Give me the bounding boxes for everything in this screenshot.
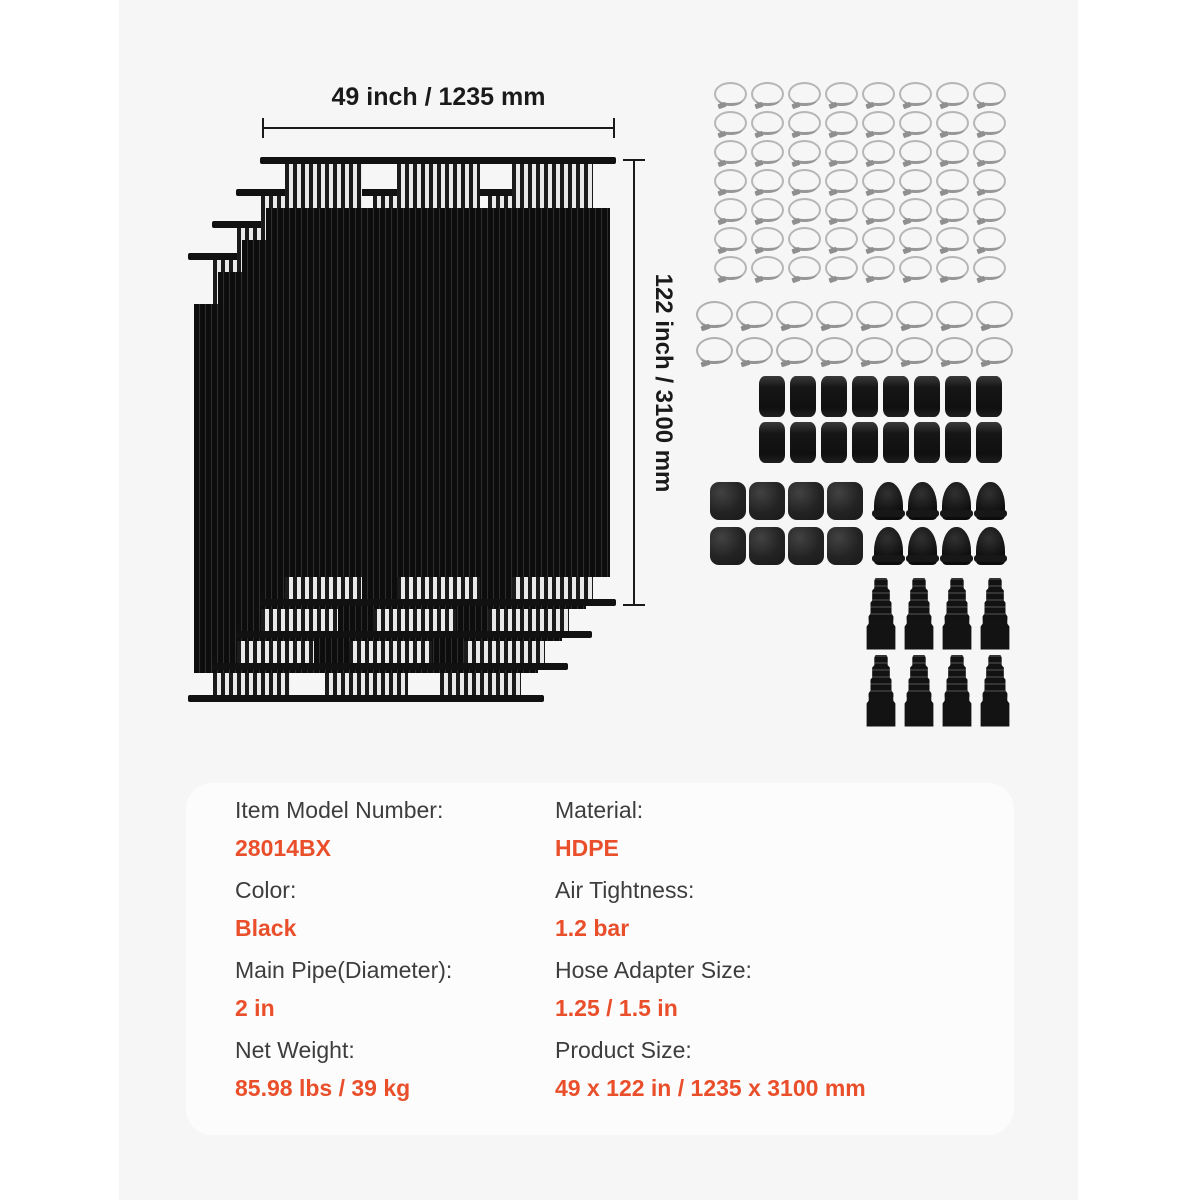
end-cap-square [788, 482, 824, 520]
panel-tube-cluster [464, 641, 545, 663]
height-dimension-label: 122 inch / 3100 mm [650, 273, 677, 492]
hose-clamp-small [862, 227, 895, 251]
hose-clamp-small [973, 169, 1006, 193]
hose-adapter [980, 655, 1010, 727]
panel-tube-cluster [397, 577, 480, 599]
width-dimension-tick-right [613, 118, 615, 138]
spec-item [235, 877, 555, 957]
end-cap-dome [874, 482, 903, 520]
hose-clamp-small [862, 256, 895, 280]
spec-item [555, 1037, 994, 1117]
hose-clamp-small [862, 82, 895, 106]
hose-clamp-small [788, 140, 821, 164]
spec-label: Material: [555, 797, 644, 823]
hose-clamp-small [825, 169, 858, 193]
hose-clamp-small [751, 256, 784, 280]
spec-grid [235, 797, 994, 1117]
spec-value: 28014BX [235, 835, 331, 861]
hose-coupling [852, 376, 878, 417]
hose-clamp-small [751, 82, 784, 106]
end-cap-dome [874, 527, 903, 565]
panel-tube-collar-top [266, 164, 610, 208]
width-dimension [262, 83, 615, 138]
hose-clamp-small [825, 256, 858, 280]
panel-tube-cluster [488, 609, 569, 631]
panel-tube-cluster [512, 577, 593, 599]
hose-clamp-large [736, 301, 773, 328]
hose-clamp-small [862, 111, 895, 135]
panel-tube-cluster [213, 673, 290, 695]
height-dimension-tick-bottom [623, 604, 645, 606]
panel-manifold-top [260, 157, 616, 164]
hose-clamp-small [788, 111, 821, 135]
hose-adapter [942, 578, 972, 650]
hose-coupling [759, 376, 785, 417]
hose-adapter [866, 655, 896, 727]
height-dimension [623, 159, 677, 606]
end-cap-square [827, 482, 863, 520]
spec-value: 49 x 122 in / 1235 x 3100 mm [555, 1075, 866, 1101]
spec-value: 1.2 bar [555, 915, 630, 941]
end-cap-square [710, 482, 746, 520]
hose-clamp-small [862, 140, 895, 164]
end-cap-square [827, 527, 863, 565]
spec-label: Main Pipe(Diameter): [235, 957, 453, 983]
hose-coupling [883, 422, 909, 463]
hose-clamp-small [862, 198, 895, 222]
hose-clamp-small [973, 256, 1006, 280]
hose-clamp-large [776, 301, 813, 328]
spec-label: Product Size: [555, 1037, 692, 1063]
panel-tube-cluster [325, 673, 408, 695]
hose-coupling [821, 376, 847, 417]
hose-coupling [914, 376, 940, 417]
hose-clamp-large [816, 301, 853, 328]
hose-coupling [790, 376, 816, 417]
hose-clamp-small [899, 111, 932, 135]
hose-clamp-small [936, 198, 969, 222]
hose-clamp-small [973, 227, 1006, 251]
hose-clamp-small [936, 169, 969, 193]
hose-coupling [976, 422, 1002, 463]
width-dimension-line [262, 127, 615, 129]
hose-clamps-small [712, 79, 1008, 282]
end-caps-square [708, 478, 864, 568]
hose-clamp-small [899, 256, 932, 280]
hose-clamp-small [899, 227, 932, 251]
panel-tube-cluster [397, 164, 480, 208]
hose-clamp-large [936, 301, 973, 328]
hose-clamp-small [751, 111, 784, 135]
hose-couplings [756, 373, 1004, 465]
spec-value: 2 in [235, 995, 275, 1021]
hose-clamp-small [825, 140, 858, 164]
hose-clamp-large [856, 337, 893, 364]
hose-clamp-small [862, 169, 895, 193]
panel-tube-cluster [285, 577, 362, 599]
spec-item [235, 957, 555, 1037]
end-cap-square [788, 527, 824, 565]
end-cap-square [710, 527, 746, 565]
hose-clamp-large [896, 337, 933, 364]
hose-clamp-small [714, 227, 747, 251]
hose-clamp-small [751, 227, 784, 251]
panel-manifold-bottom [260, 599, 616, 606]
hose-coupling [759, 422, 785, 463]
hose-adapter [942, 655, 972, 727]
hose-clamp-small [788, 227, 821, 251]
hose-clamp-small [899, 140, 932, 164]
spec-label: Item Model Number: [235, 797, 444, 823]
panel-tube-cluster [261, 609, 338, 631]
panel-tube-cluster [237, 641, 314, 663]
hose-adapter [866, 578, 896, 650]
hose-clamp-large [896, 301, 933, 328]
panel-tube-collar-bottom [266, 577, 610, 599]
spec-value: 85.98 lbs / 39 kg [235, 1075, 411, 1101]
panel-manifold-bottom [188, 695, 544, 702]
hose-clamp-small [788, 169, 821, 193]
hose-clamp-small [973, 111, 1006, 135]
hose-clamp-small [936, 256, 969, 280]
hose-coupling [790, 422, 816, 463]
hose-adapter [904, 655, 934, 727]
panel-tube-cluster [349, 641, 432, 663]
hose-clamp-small [751, 140, 784, 164]
end-cap-dome [908, 482, 937, 520]
height-dimension-line [633, 159, 635, 606]
hose-coupling [914, 422, 940, 463]
panel-tube-cluster [285, 164, 362, 208]
spec-label: Color: [235, 877, 297, 903]
end-cap-dome [942, 482, 971, 520]
hose-clamp-small [714, 169, 747, 193]
hose-clamp-large [696, 301, 733, 328]
hose-clamp-small [973, 82, 1006, 106]
spec-card [186, 783, 1014, 1135]
hose-clamp-small [899, 82, 932, 106]
width-dimension-tick-left [262, 118, 264, 138]
hose-coupling [821, 422, 847, 463]
panel-tube-cluster [373, 609, 456, 631]
end-cap-dome [908, 527, 937, 565]
hose-clamp-small [973, 198, 1006, 222]
hose-clamp-small [936, 111, 969, 135]
hose-clamp-small [936, 227, 969, 251]
hose-adapter [980, 578, 1010, 650]
hose-clamp-small [714, 198, 747, 222]
hose-clamp-large [696, 337, 733, 364]
end-cap-dome [942, 527, 971, 565]
hose-clamp-small [714, 111, 747, 135]
spec-item [235, 797, 555, 877]
hose-coupling [945, 376, 971, 417]
spec-item [555, 877, 994, 957]
hose-adapters [862, 575, 1014, 729]
hose-clamp-small [825, 198, 858, 222]
hose-clamp-large [856, 301, 893, 328]
spec-value: 1.25 / 1.5 in [555, 995, 678, 1021]
hose-clamp-small [825, 227, 858, 251]
end-caps-dome [871, 478, 1007, 568]
height-dimension-tick-top [623, 159, 645, 161]
spec-item [555, 957, 994, 1037]
hose-clamp-large [736, 337, 773, 364]
panel-manifold-bottom [212, 663, 568, 670]
panel-manifold-bottom [236, 631, 592, 638]
hose-clamp-small [899, 169, 932, 193]
width-dimension-label: 49 inch / 1235 mm [331, 83, 546, 111]
spec-label: Hose Adapter Size: [555, 957, 752, 983]
hose-clamp-small [788, 82, 821, 106]
hose-coupling [945, 422, 971, 463]
hose-clamp-large [816, 337, 853, 364]
end-cap-dome [976, 482, 1005, 520]
hose-clamp-small [714, 256, 747, 280]
hose-clamp-large [976, 337, 1013, 364]
panel-tube-collar-bottom [242, 609, 586, 631]
spec-label: Net Weight: [235, 1037, 355, 1063]
hose-clamp-small [825, 82, 858, 106]
spec-label: Air Tightness: [555, 877, 695, 903]
end-cap-dome [976, 527, 1005, 565]
hose-clamp-small [714, 140, 747, 164]
hose-clamp-small [936, 82, 969, 106]
hose-clamp-large [936, 337, 973, 364]
panel-tube-cluster [440, 673, 521, 695]
end-cap-square [749, 527, 785, 565]
hose-clamp-small [751, 169, 784, 193]
hose-clamp-small [788, 256, 821, 280]
spec-item [555, 797, 994, 877]
hose-clamp-small [973, 140, 1006, 164]
hose-coupling [852, 422, 878, 463]
panel-tube-collar-bottom [194, 673, 538, 695]
end-cap-square [749, 482, 785, 520]
hose-clamp-small [899, 198, 932, 222]
hose-clamp-small [936, 140, 969, 164]
spec-item [235, 1037, 555, 1117]
panel-tube-cluster [512, 164, 593, 208]
spec-value: HDPE [555, 835, 619, 861]
hose-adapter [904, 578, 934, 650]
hose-clamp-large [976, 301, 1013, 328]
hose-coupling [883, 376, 909, 417]
hose-clamp-small [751, 198, 784, 222]
spec-value: Black [235, 915, 297, 941]
hose-clamps-large [694, 296, 1014, 368]
hose-coupling [976, 376, 1002, 417]
hose-clamp-small [825, 111, 858, 135]
panel-tube-body [266, 208, 610, 577]
hose-clamp-large [776, 337, 813, 364]
pool-heater-panel [260, 157, 616, 606]
panel-tube-collar-bottom [218, 641, 562, 663]
hose-clamp-small [788, 198, 821, 222]
hose-clamp-small [714, 82, 747, 106]
